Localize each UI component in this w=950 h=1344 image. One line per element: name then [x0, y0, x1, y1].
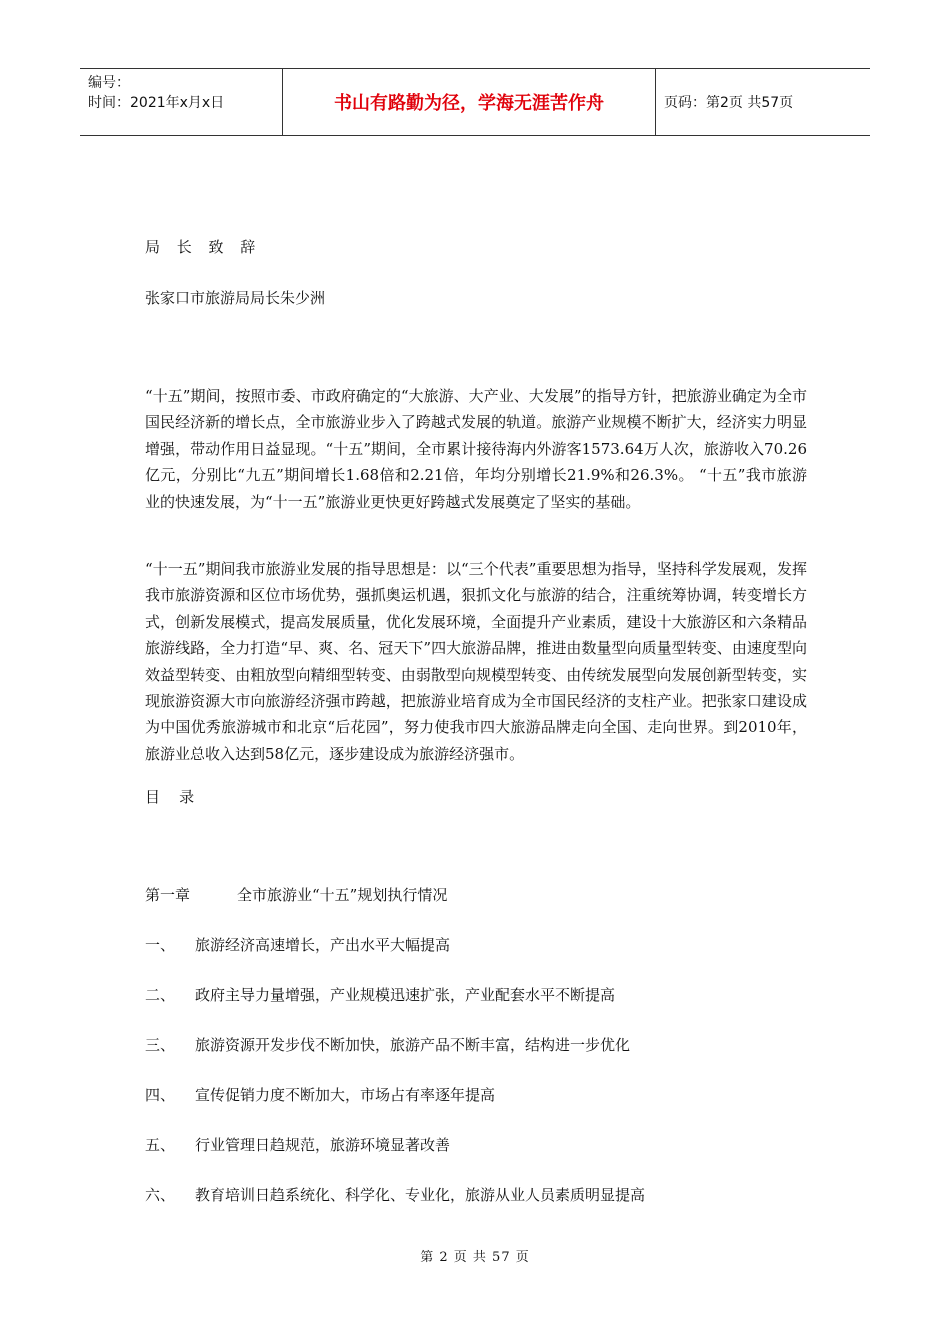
toc-item[interactable] [145, 1134, 450, 1155]
time-label: 时间：2021年x月x日 [88, 95, 225, 111]
chapter-number: 第一章 [145, 886, 191, 904]
toc-item-text: 行业管理日趋规范，旅游环境显著改善 [195, 1136, 451, 1154]
toc-item-text: 宣传促销力度不断加大，市场占有率逐年提高 [195, 1086, 496, 1104]
toc-title: 目 录 [145, 788, 195, 806]
toc-item-number: 六、 [145, 1186, 176, 1204]
toc-item[interactable] [145, 1084, 495, 1105]
chapter-title: 全市旅游业“十五”规划执行情况 [237, 886, 448, 904]
paragraph-1: “十五”期间，按照市委、市政府确定的“大旅游、大产业、大发展”的指导方针，把旅游业确定为全市国民经济新的增长点，全市旅游业步入了跨越式发展的轨道。旅游产业规模不断扩大，经济实力明显增强，带动作用日益显现。“十五”期间，全市累计接待海内外游客1573.64万人次，旅游收入70.26亿元，分别比“九五”期间增长1.68倍和2.21倍，年均分别增长21.9%和26.3%。 “十五”我市旅游业的快速发展，为“十一五”旅游业更快更好跨越式发展奠定了坚实的基础。 [145, 387, 807, 511]
toc-item-text: 政府主导力量增强，产业规模迅速扩张，产业配套水平不断提高 [195, 986, 616, 1004]
toc-item-text: 旅游资源开发步伐不断加快，旅游产品不断丰富，结构进一步优化 [195, 1036, 631, 1054]
toc-item-text: 教育培训日趋系统化、科学化、专业化，旅游从业人员素质明显提高 [195, 1186, 646, 1204]
toc-item-number: 三、 [145, 1036, 176, 1054]
toc-item-number: 五、 [145, 1136, 176, 1154]
header-page-info: 页码：第2页 共57页 [664, 95, 794, 111]
toc-chapter[interactable] [145, 884, 447, 905]
page-footer: 第 2 页 共 57 页 [420, 1250, 530, 1265]
toc-item[interactable] [145, 934, 450, 955]
page-header [80, 68, 870, 136]
toc-item[interactable] [145, 1184, 645, 1205]
serial-label: 编号： [88, 75, 130, 91]
toc-item[interactable] [145, 1034, 630, 1055]
header-motto: 书山有路勤为径，学海无涯苦作舟 [282, 69, 656, 135]
paragraph-2: “十一五”期间我市旅游业发展的指导思想是：以“三个代表”重要思想为指导，坚持科学发展观，发挥我市旅游资源和区位市场优势，强抓奥运机遇，狠抓文化与旅游的结合，注重统筹协调，转变增长方式，创新发展模式，提高发展质量，优化发展环境，全面提升产业素质，建设十大旅游区和六条精品旅游线路，全力打造“早、爽、名、冠天下”四大旅游品牌，推进由数量型向质量型转变、由速度型向效益型转变、由粗放型向精细型转变、由弱散型向规模型转变、由传统发展型向发展创新型转变，实现旅游资源大市向旅游经济强市跨越，把旅游业培育成为全市国民经济的支柱产业。把张家口建设成为中国优秀旅游城市和北京“后花园”，努力使我市四大旅游品牌走向全国、走向世界。到2010年，旅游业总收入达到58亿元，逐步建设成为旅游经济强市。 [145, 560, 807, 763]
toc-item-number: 二、 [145, 986, 176, 1004]
toc-item-text: 旅游经济高速增长，产出水平大幅提高 [195, 936, 451, 954]
toc-item-number: 一、 [145, 936, 176, 954]
toc-item[interactable] [145, 984, 615, 1005]
author-line: 张家口市旅游局局长朱少洲 [145, 289, 326, 307]
toc-item-number: 四、 [145, 1086, 176, 1104]
header-meta [80, 69, 282, 135]
section-title: 局 长 致 辞 [145, 238, 262, 256]
